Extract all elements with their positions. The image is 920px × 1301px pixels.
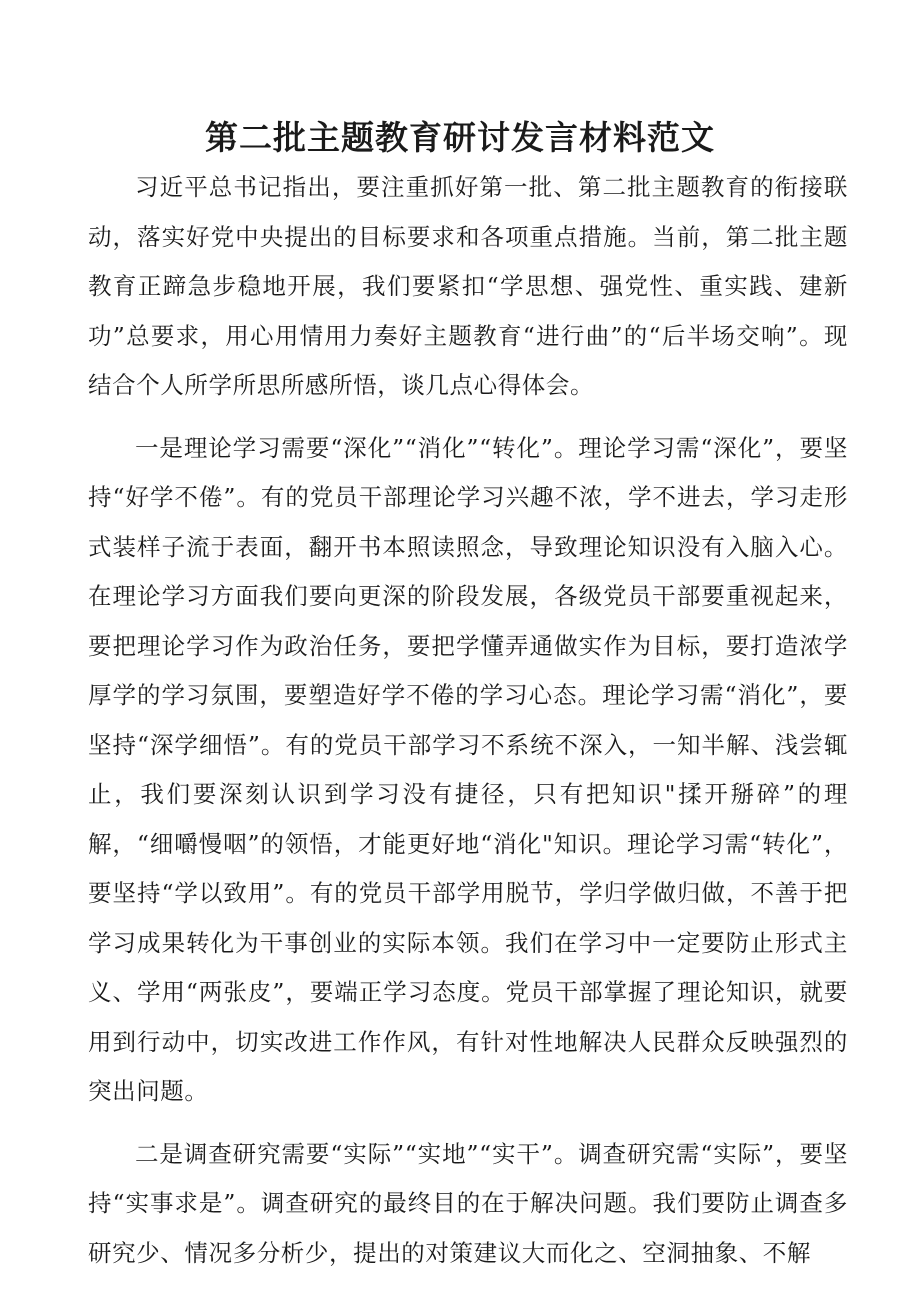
paragraph-intro: 习近平总书记指出，要注重抓好第一批、第二批主题教育的衔接联动，落实好党中央提出的目标要求和各项重点措施。当前，第二批主题教育正蹄急步稳地开展，我们要紧扣“学思想、强党性、重实践、建新功”总要求，用心用情用力奏好主题教育“进行曲”的“后半场交响”。现结合个人所学所思所感所悟，谈几点心得体会。: [88, 173, 848, 399]
paragraph-investigation: 二是调查研究需要“实际”“实地”“实干”。调查研究需“实际”，要坚持“实事求是”。调查研究的最终目的在于解决问题。我们要防止调查多研究少、情况多分析少，提出的对策建议大而化之、空洞抽象、不解: [88, 1139, 848, 1267]
document-title: 第二批主题教育研讨发言材料范文: [205, 118, 715, 157]
document-body: [88, 163, 848, 1278]
paragraph-theory-study: 一是理论学习需要“深化”“消化”“转化”。理论学习需“深化”，要坚持“好学不倦”。有的党员干部理论学习兴趣不浓，学不进去，学习走形式装样子流于表面，翻开书本照读照念，导致理论知识没有入脑入心。在理论学习方面我们要向更深的阶段发展，各级党员干部要重视起来，要把理论学习作为政治任务，要把学懂弄通做实作为目标，要打造浓学厚学的学习氛围，要塑造好学不倦的学习心态。理论学习需“消化”，要坚持“深学细悟”。有的党员干部学习不系统不深入，一知半解、浅尝辄止，我们要深刻认识到学习没有捷径，只有把知识"揉开掰碎”的理解，“细嚼慢咽”的领悟，才能更好地“消化"知识。理论学习需“转化”，要坚持“学以致用”。有的党员干部学用脱节，学归学做归做，不善于把学习成果转化为干事创业的实际本领。我们在学习中一定要防止形式主义、学用“两张皮”，要端正学习态度。党员干部掌握了理论知识，就要用到行动中，切实改进工作作风，有针对性地解决人民群众反映强烈的突出问题。: [88, 433, 848, 1105]
